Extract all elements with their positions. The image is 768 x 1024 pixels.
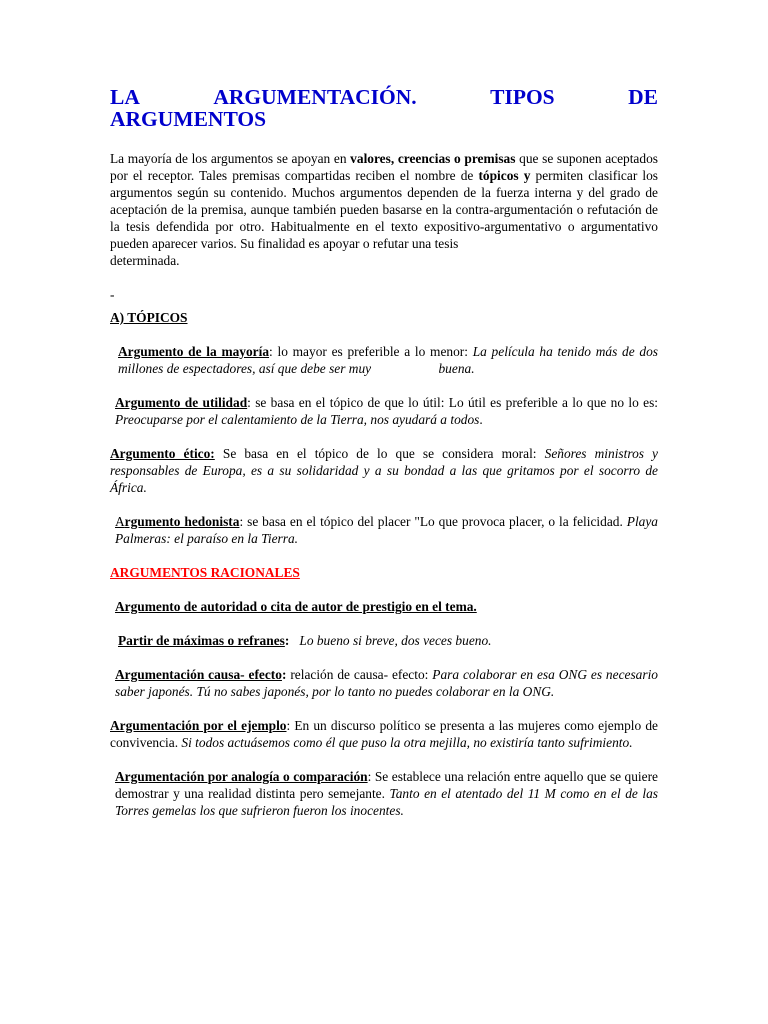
argument-text: relación de causa- efecto:: [286, 667, 433, 682]
argument-example: Tanto en el atentado del 11 M como en el de las Torres gemelas los que sufrieron fueron los inocentes.: [115, 786, 659, 818]
argument-text: .: [479, 412, 483, 427]
argument-etico: [110, 445, 658, 496]
intro-paragraph: [110, 150, 658, 252]
title-word: DE: [628, 85, 658, 109]
argument-text: :: [281, 667, 287, 682]
argument-label: Argumentación por el ejemplo: [110, 718, 287, 733]
argument-label: Argumentación por analogía o comparación: [115, 769, 368, 784]
argument-text: : se basa en el tópico de que lo útil: Lo útil es preferible a lo que no lo es:: [247, 395, 659, 410]
argument-example: Lo bueno si breve, dos veces bueno.: [299, 633, 492, 648]
argument-text: Se basa en el tópico de lo que se considera moral:: [214, 446, 545, 461]
intro-text: La mayoría de los argumentos se apoyan en: [110, 151, 351, 166]
argument-example: Preocuparse por el calentamiento de la Tierra, nos ayudará a todos: [115, 412, 480, 427]
argument-text: :: [284, 633, 290, 648]
argument-example: La película ha tenido más de dos millones de espectadores, así que debe ser muy: [118, 344, 658, 376]
intro-text: permiten clasificar los argumentos según su contenido. Muchos argumentos dependen de la fuerza interna y del grado de aceptación de la premisa, aunque también pueden basarse en la contra-argumentación o refutación de la tesis defendida por otro. Habitualmente en el texto expositivo-argumentativo o argumentativo pueden aparecer varios. Su finalidad es apoyar o refutar una tesis: [110, 168, 659, 251]
argument-mayoria: [110, 343, 658, 377]
title-word: LA: [110, 85, 140, 109]
argument-text: : En un discurso político se presenta a las mujeres como ejemplo de convivencia.: [110, 718, 658, 750]
argument-maximas: [110, 632, 658, 649]
argument-example: Si todos actuásemos como él que puso la otra mejilla, no existiría tanto sufrimiento.: [181, 735, 633, 750]
title-line-1: [110, 86, 658, 108]
argument-label: Argumento de utilidad: [115, 395, 248, 410]
argument-text: : Se establece una relación entre aquello que se quiere demostrar y una realidad distinta pero semejante.: [115, 769, 658, 801]
dash-marker: -: [110, 287, 115, 302]
intro-bold-text: tópicos y: [478, 168, 531, 183]
argument-example: Playa Palmeras: el paraíso en la Tierra.: [115, 514, 658, 546]
section-heading-topicos: A) TÓPICOS: [110, 310, 188, 325]
argument-text: : lo mayor es preferible a lo menor:: [269, 344, 473, 359]
intro-bold-text: valores, creencias o premisas: [350, 151, 516, 166]
intro-last-line: determinada.: [110, 253, 180, 268]
argument-text: : se basa en el tópico del placer "Lo que provoca placer, o la felicidad.: [239, 514, 627, 529]
argument-autoridad: [110, 598, 658, 615]
argument-label: Argumento ético:: [110, 446, 215, 461]
argument-hedonista: [110, 513, 658, 547]
intro-text: que se suponen aceptados por el receptor. Tales premisas compartidas reciben el nombre de: [110, 151, 658, 183]
argument-label: rgumento hedonista: [124, 514, 240, 529]
argument-causa-efecto: [110, 666, 658, 700]
argument-label: Argumento de autoridad o cita de autor de prestigio en el tema.: [115, 599, 477, 614]
argument-label: Argumento de la mayoría: [118, 344, 270, 359]
argument-utilidad: [110, 394, 658, 428]
argument-example: Señores ministros y responsables de Europa, es a su solidaridad y a su bondad a las que gritamos por el socorro de África.: [110, 446, 659, 495]
page-title: [110, 86, 658, 130]
argument-ejemplo: [110, 717, 658, 751]
section-heading-racionales: ARGUMENTOS RACIONALES: [110, 565, 300, 580]
argument-analogia: [110, 768, 658, 819]
argument-example: Para colaborar en esa ONG es necesario saber japonés. Tú no sabes japonés, por lo tanto no puedes colaborar en la ONG.: [115, 667, 658, 699]
document-page: [110, 86, 658, 819]
title-word: ARGUMENTACIÓN.: [213, 85, 417, 109]
title-word: TIPOS: [490, 85, 555, 109]
argument-example: buena.: [438, 361, 475, 376]
argument-label: Partir de máximas o refranes: [118, 633, 285, 648]
argument-label: A: [115, 514, 125, 529]
argument-label: Argumentación causa- efecto: [115, 667, 282, 682]
title-line-2: ARGUMENTOS: [110, 107, 267, 131]
